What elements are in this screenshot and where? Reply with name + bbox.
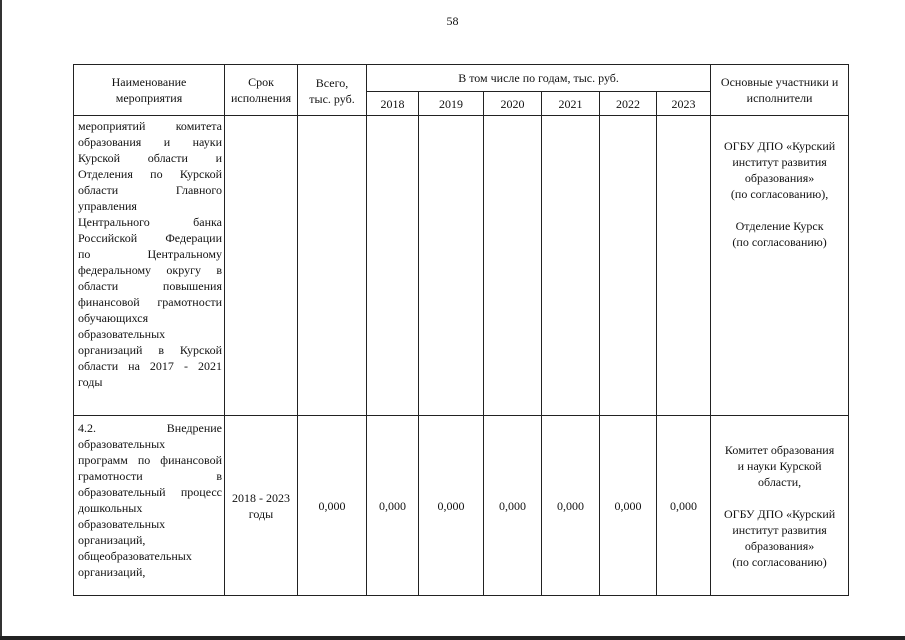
row-value: 0,000 bbox=[484, 416, 542, 596]
name-line: управления bbox=[78, 199, 137, 213]
row-name bbox=[74, 116, 225, 416]
name-line: организаций, bbox=[78, 565, 146, 579]
row-value bbox=[484, 116, 542, 416]
name-line: Курской области и bbox=[78, 151, 222, 165]
participant-line: (по согласованию) bbox=[732, 555, 827, 569]
name-line: организаций, bbox=[78, 533, 146, 547]
row-name bbox=[74, 416, 225, 596]
name-line: грамотности в bbox=[78, 469, 222, 483]
header-name: Наименование мероприятия bbox=[74, 65, 225, 116]
name-line: годы bbox=[78, 375, 103, 389]
name-line: мероприятий комитета bbox=[78, 119, 222, 133]
scan-bottom-edge bbox=[0, 636, 905, 640]
name-line: организаций в Курской bbox=[78, 343, 222, 357]
participant-line: образования» bbox=[744, 539, 815, 553]
row-value: 0,000 bbox=[657, 416, 711, 596]
name-line: образовательный процесс bbox=[78, 485, 222, 499]
row-value: 0,000 bbox=[600, 416, 657, 596]
row-total bbox=[298, 116, 367, 416]
header-year: 2020 bbox=[484, 92, 542, 116]
name-line: общеобразовательных bbox=[78, 549, 192, 563]
header-total: Всего, тыс. руб. bbox=[298, 65, 367, 116]
name-line: 4.2. Внедрение bbox=[78, 421, 222, 435]
name-line: Центрального банка bbox=[78, 215, 222, 229]
page-number: 58 bbox=[446, 14, 459, 28]
header-by-years: В том числе по годам, тыс. руб. bbox=[367, 65, 711, 92]
scan-left-edge bbox=[0, 0, 2, 640]
name-line: дошкольных bbox=[78, 501, 143, 515]
participant-line: (по согласованию) bbox=[732, 235, 827, 249]
participant-line: области, bbox=[758, 475, 802, 489]
row-term bbox=[225, 116, 298, 416]
header-term: Срок исполнения bbox=[225, 65, 298, 116]
row-value: 0,000 bbox=[367, 416, 419, 596]
header-year: 2023 bbox=[657, 92, 711, 116]
participant-line: институт развития bbox=[732, 523, 827, 537]
name-line: по Центральному bbox=[78, 247, 222, 261]
header-participants: Основные участники и исполнители bbox=[711, 65, 849, 116]
participant-line: и науки Курской bbox=[737, 459, 822, 473]
row-value: 0,000 bbox=[419, 416, 484, 596]
table-row bbox=[74, 116, 849, 416]
participant-line: институт развития bbox=[732, 155, 827, 169]
participant-line: ОГБУ ДПО «Курский bbox=[723, 139, 836, 153]
row-value bbox=[542, 116, 600, 416]
name-line: Отделения по Курской bbox=[78, 167, 222, 181]
row-value bbox=[367, 116, 419, 416]
name-line: образовательных bbox=[78, 437, 166, 451]
name-line: области повышения bbox=[78, 279, 222, 293]
participant-line bbox=[711, 202, 848, 218]
name-line: образования и науки bbox=[78, 135, 222, 149]
participant-line: Отделение Курск bbox=[735, 219, 824, 233]
header-year: 2022 bbox=[600, 92, 657, 116]
row-value bbox=[600, 116, 657, 416]
participant-line: образования» bbox=[744, 171, 815, 185]
row-total: 0,000 bbox=[298, 416, 367, 596]
name-line: области на 2017 - 2021 bbox=[78, 359, 222, 373]
participant-line: ОГБУ ДПО «Курский bbox=[723, 507, 836, 521]
participant-line: (по согласованию), bbox=[730, 187, 829, 201]
name-line: программ по финансовой bbox=[78, 453, 222, 467]
name-line: образовательных bbox=[78, 327, 166, 341]
name-line: области Главного bbox=[78, 183, 222, 197]
header-year: 2021 bbox=[542, 92, 600, 116]
participant-line: Комитет образования bbox=[724, 443, 835, 457]
name-line: образовательных bbox=[78, 517, 166, 531]
header-year: 2018 bbox=[367, 92, 419, 116]
row-participants bbox=[711, 416, 849, 596]
table-row bbox=[74, 416, 849, 596]
row-value bbox=[419, 116, 484, 416]
name-line: финансовой грамотности bbox=[78, 295, 222, 309]
row-participants bbox=[711, 116, 849, 416]
name-line: федеральному округу в bbox=[78, 263, 222, 277]
participant-line bbox=[711, 490, 848, 506]
row-term: 2018 - 2023 годы bbox=[225, 416, 298, 596]
row-value: 0,000 bbox=[542, 416, 600, 596]
name-line: Российской Федерации bbox=[78, 231, 222, 245]
header-year: 2019 bbox=[419, 92, 484, 116]
budget-table bbox=[73, 64, 849, 596]
name-line: обучающихся bbox=[78, 311, 149, 325]
row-value bbox=[657, 116, 711, 416]
